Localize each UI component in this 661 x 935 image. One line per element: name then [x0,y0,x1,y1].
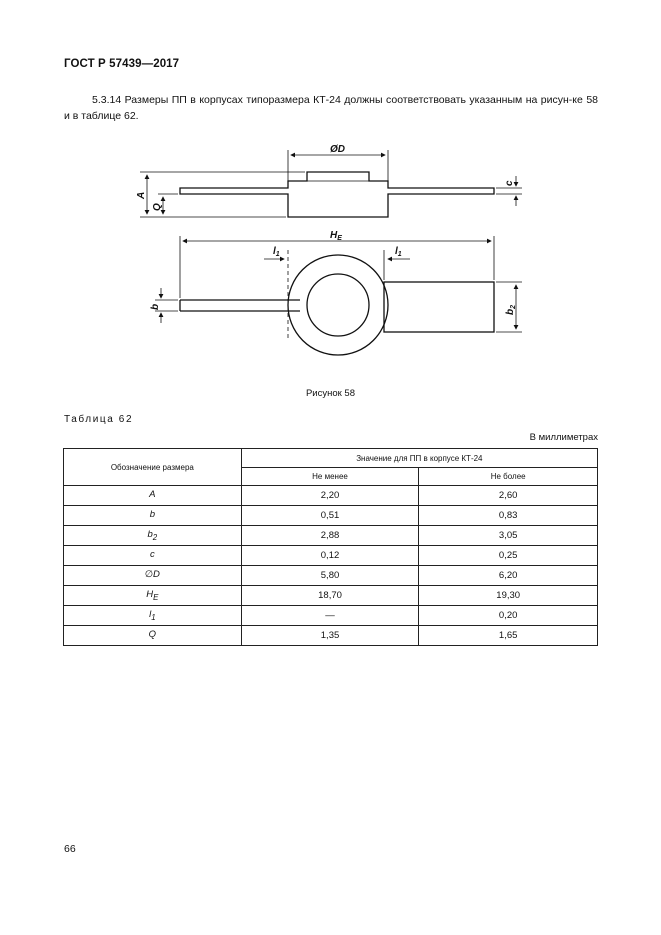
body-outer-circle [288,255,388,355]
table-label: Таблица 62 [64,414,134,425]
figure-caption: Рисунок 58 [305,388,356,399]
table-row: b 0,51 0,83 [64,506,598,526]
table-row: A 2,20 2,60 [64,486,598,506]
label-b: b [150,303,161,310]
header-param: Обозначение размера [64,449,242,486]
label-l1-right: $l_1$ [395,246,402,258]
page-number: 66 [64,843,76,855]
label-b2: $b_2$ [505,304,517,315]
table-row: Q 1,35 1,65 [64,626,598,646]
table-row: ∅D 5,80 6,20 [64,566,598,586]
clause-paragraph: 5.3.14 Размеры ПП в корпусах типоразмера КТ-24 должны соответствовать указанным на рисун-ке 58 и в таблице 62. [64,94,598,122]
header-value: Значение для ПП в корпусе КТ-24 [241,449,597,468]
label-l1-left: $l_1$ [273,246,280,258]
table-units: В миллиметрах [529,432,598,443]
side-view-outline [180,172,494,217]
table-row: $l_1$ — 0,20 [64,606,598,626]
dimensions-table [63,448,598,646]
body-inner-circle [307,274,369,336]
table-row: $b_2$ 2,88 3,05 [64,526,598,546]
table-row: $H_E$ 18,70 19,30 [64,586,598,606]
label-Q: Q [152,203,163,211]
label-HE: $H_E$ [330,230,342,242]
package-drawing [130,138,530,378]
lead-right [384,282,494,332]
header-min: Не менее [241,468,419,486]
label-c: c [504,180,515,186]
label-diameter: ØD [330,144,345,155]
label-A: A [136,191,147,199]
header-max: Не более [419,468,598,486]
table-row: c 0,12 0,25 [64,546,598,566]
document-title: ГОСТ Р 57439—2017 [64,58,180,70]
